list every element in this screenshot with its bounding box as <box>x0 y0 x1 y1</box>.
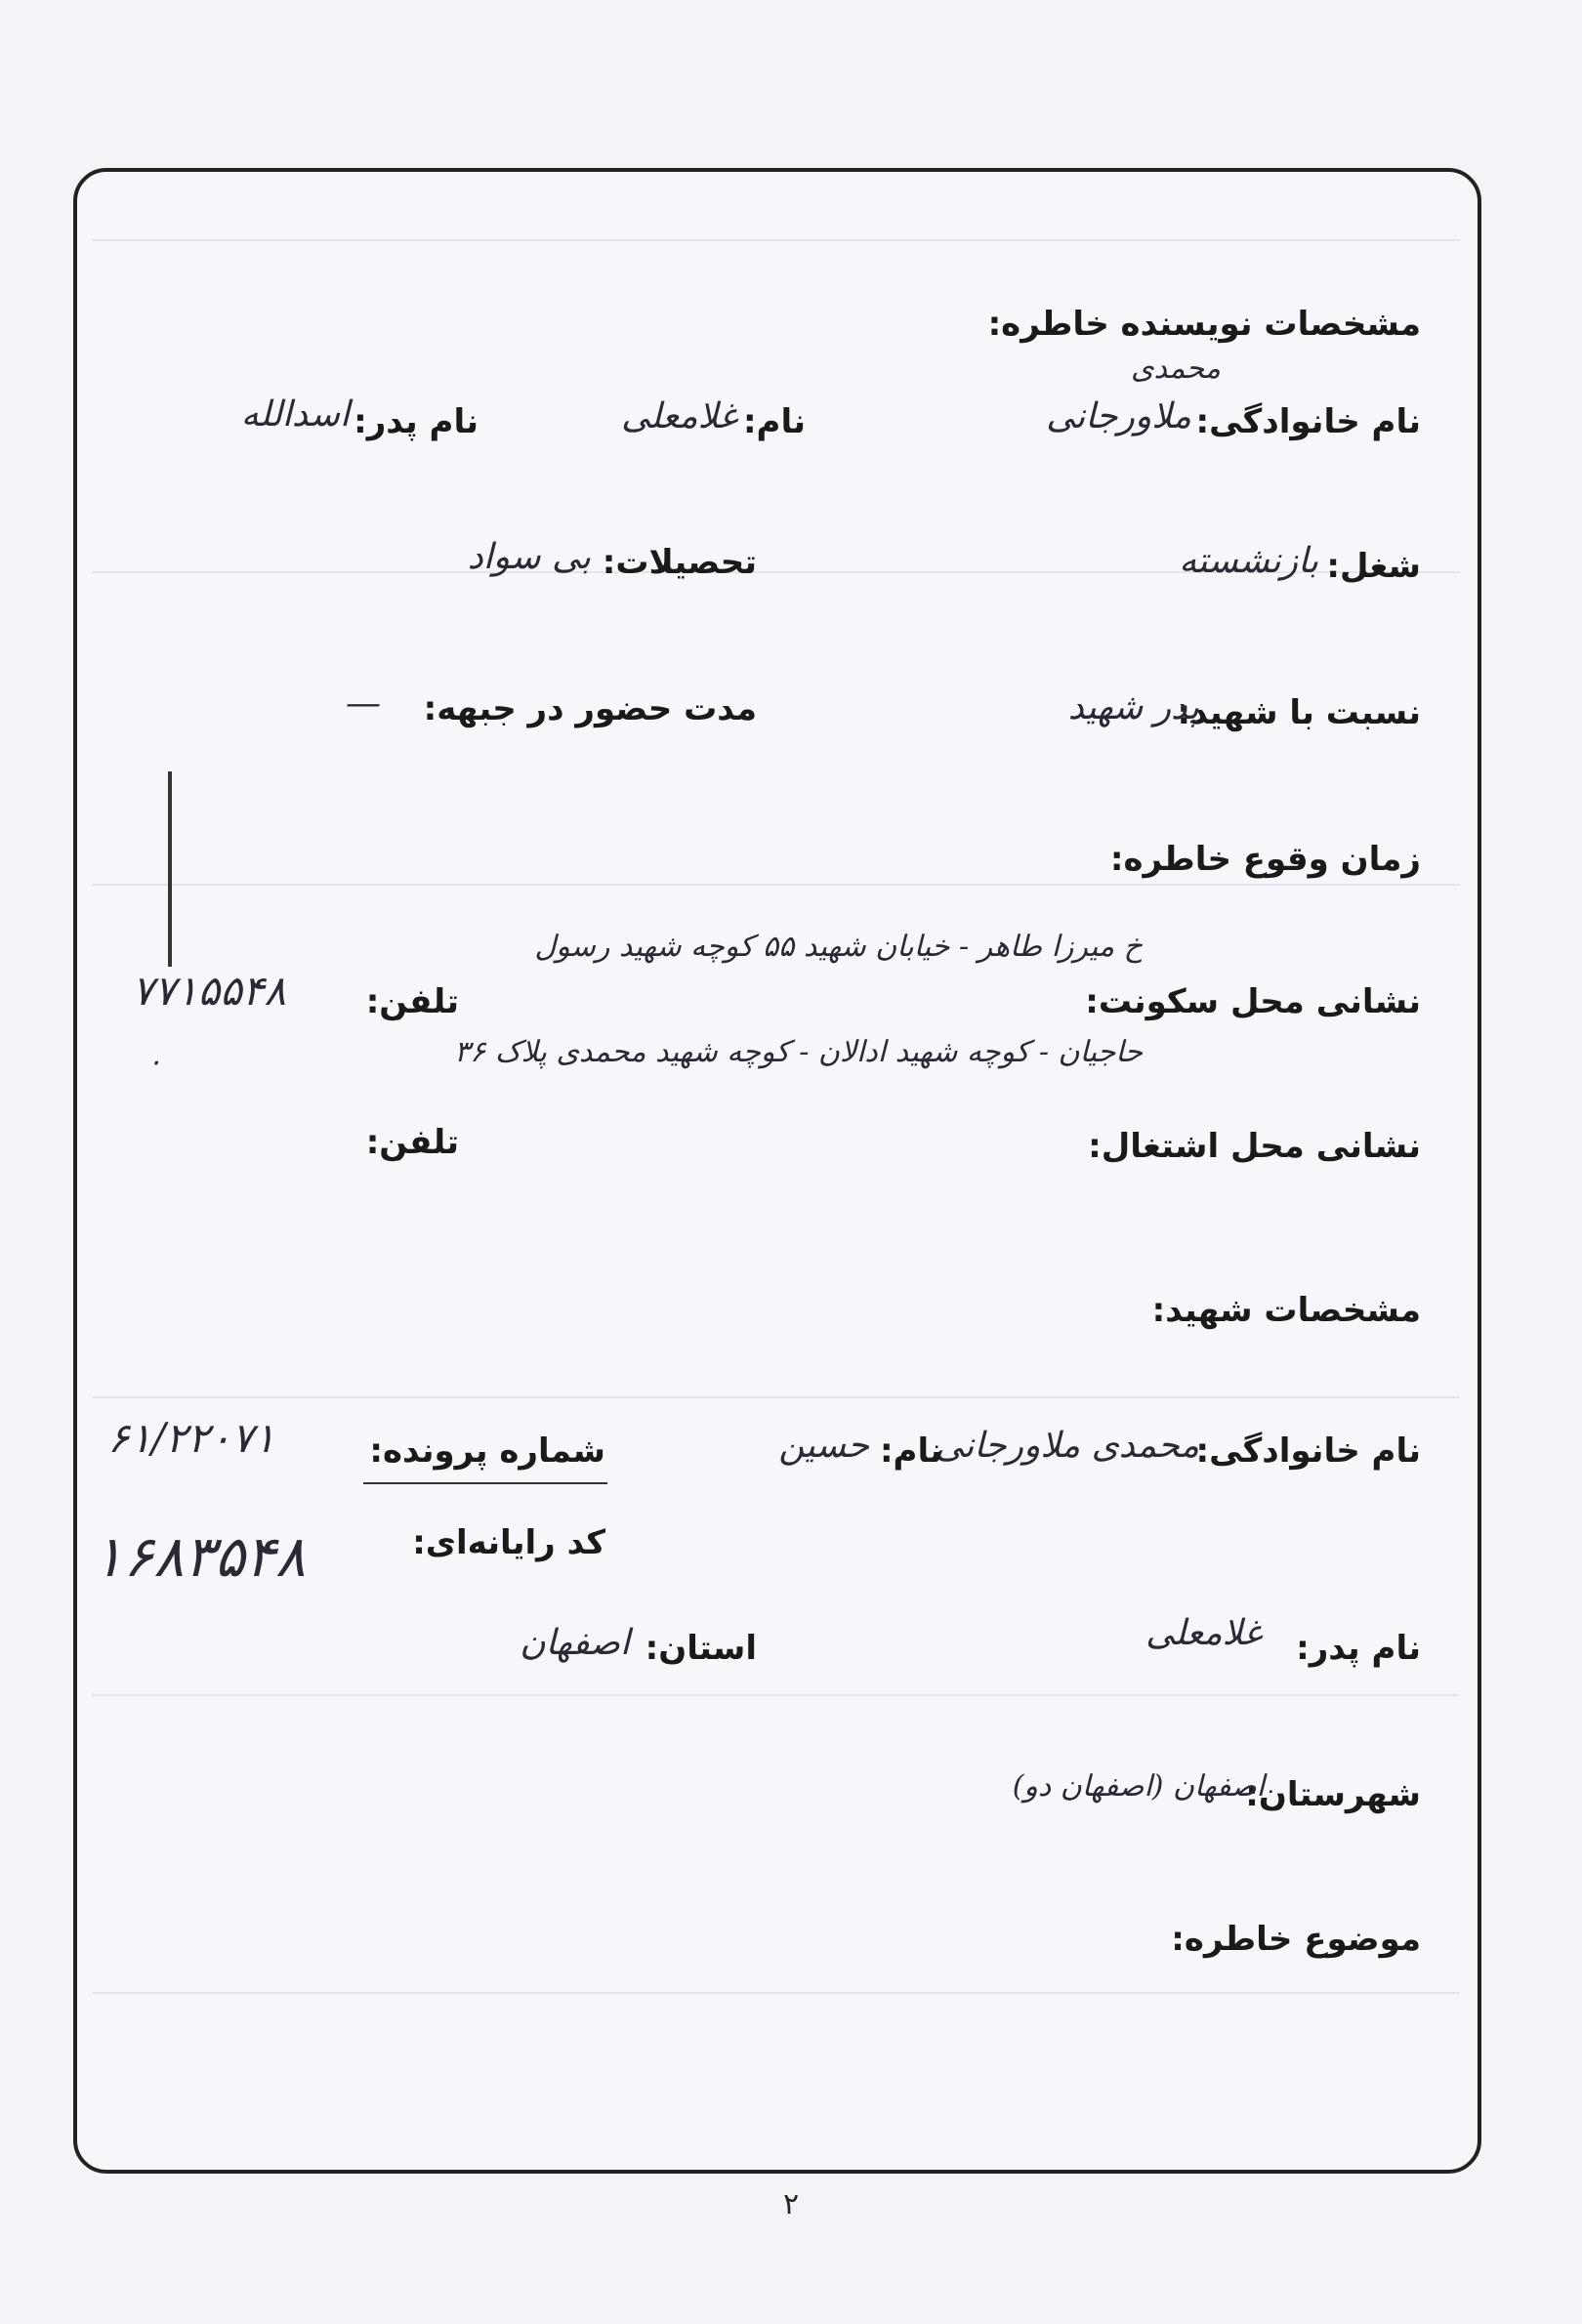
writer-father-label: نام پدر: <box>354 402 479 441</box>
bleed-through-line <box>93 884 1460 886</box>
writer-phone-value: ۷۷۱۵۵۴۸ <box>132 967 286 1015</box>
writer-education-value: بی سواد <box>467 537 591 577</box>
file-number-underline <box>363 1482 607 1484</box>
martyr-name-label: نام: <box>879 1432 942 1471</box>
writer-front-value: — <box>346 684 381 724</box>
writer-family-correction: محمدی <box>1130 352 1221 386</box>
martyr-city-label: شهرستان: <box>1245 1775 1421 1814</box>
writer-father-value: اسدالله <box>240 394 350 435</box>
writer-relation-value: پدر شهید <box>1067 687 1199 727</box>
writer-phone-suffix: ۰ <box>146 1045 163 1079</box>
writer-address-label: نشانی محل سکونت: <box>1085 982 1421 1021</box>
writer-front-label: مدت حضور در جبهه: <box>423 689 757 728</box>
martyr-province-label: استان: <box>645 1629 757 1668</box>
bleed-through-line <box>93 239 1460 241</box>
martyr-code-label: کد رایانه‌ای: <box>412 1523 605 1562</box>
bleed-through-line <box>93 1694 1460 1696</box>
martyr-family-label: نام خانوادگی: <box>1195 1432 1421 1471</box>
writer-address-value-2: حاجیان - کوچه شهید ادالان - کوچه شهید محمدی پلاک ۳۶ <box>454 1035 1143 1069</box>
writer-section-title: مشخصات نویسنده خاطره: <box>987 305 1421 344</box>
writer-name-value: غلامعلی <box>621 396 737 436</box>
martyr-father-value: غلامعلی <box>1145 1613 1262 1653</box>
writer-family-value: ملاورجانی <box>1046 396 1191 436</box>
martyr-file-label: شماره پرونده: <box>369 1432 605 1471</box>
writer-relation-label: نسبت با شهید: <box>1177 693 1421 732</box>
martyr-father-label: نام پدر: <box>1296 1629 1421 1668</box>
martyr-family-value: محمدی ملاورجانی <box>935 1426 1199 1466</box>
writer-name-label: نام: <box>742 402 806 441</box>
writer-education-label: تحصیلات: <box>602 543 757 582</box>
writer-job-label: شغل: <box>1326 547 1421 586</box>
bleed-through-line <box>93 1396 1460 1398</box>
martyr-city-value: اصفهان (اصفهان دو) <box>1012 1769 1265 1804</box>
handwritten-stroke <box>168 771 172 967</box>
writer-phone-label: تلفن: <box>365 982 459 1021</box>
bleed-through-line <box>93 1992 1460 1994</box>
page-number: ۲ <box>782 2187 800 2221</box>
martyr-section-title: مشخصات شهید: <box>1151 1291 1421 1330</box>
writer-address-value-1: خ میرزا طاهر - خیابان شهید ۵۵ کوچه شهید رسول <box>534 930 1143 964</box>
writer-work-phone-label: تلفن: <box>365 1123 459 1162</box>
writer-memory-time-label: زمان وقوع خاطره: <box>1109 840 1421 879</box>
martyr-topic-label: موضوع خاطره: <box>1171 1920 1421 1959</box>
writer-job-value: بازنشسته <box>1179 541 1318 581</box>
martyr-file-value: ۶۱/۲۲۰۷۱ <box>107 1414 276 1462</box>
martyr-name-value: حسین <box>778 1426 869 1466</box>
martyr-province-value: اصفهان <box>520 1623 630 1663</box>
martyr-code-value: ۱۶۸۳۵۴۸ <box>93 1523 307 1590</box>
writer-family-label: نام خانوادگی: <box>1195 402 1421 441</box>
writer-work-address-label: نشانی محل اشتغال: <box>1088 1127 1421 1166</box>
form-frame <box>73 168 1481 2174</box>
